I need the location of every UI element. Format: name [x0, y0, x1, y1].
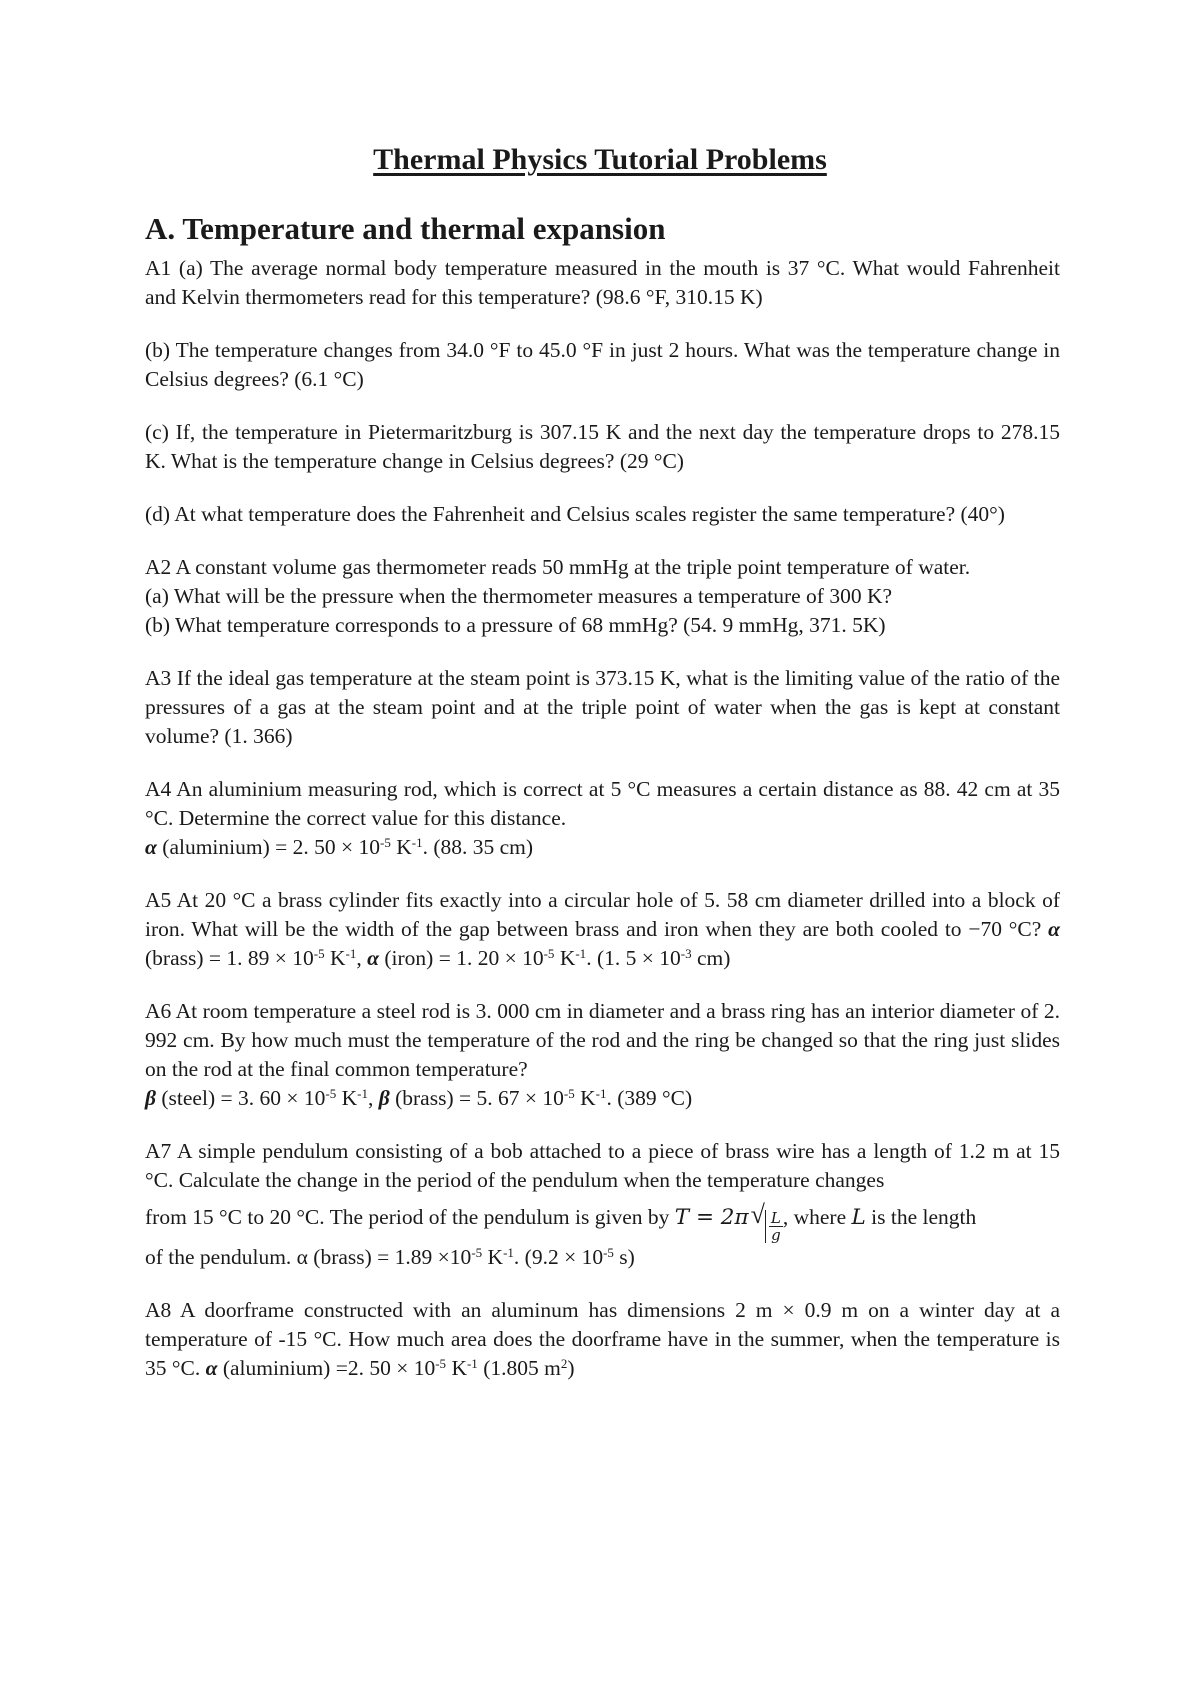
- page-title: Thermal Physics Tutorial Problems: [373, 143, 827, 176]
- a6-brass: (brass) = 5. 67 × 10: [389, 1086, 564, 1110]
- a6-k2: K: [574, 1086, 596, 1110]
- problem-a4-coefficient: [145, 833, 1060, 862]
- a8-text: A8 A doorframe constructed with an aluminum has dimensions 2 m × 0.9 m on a winter day at a temperature of -15 °C. How much area does the doorframe have in the summer, when the temperature is 35 °C.: [145, 1298, 1060, 1380]
- a7-exp-c: -5: [603, 1245, 614, 1260]
- length-symbol: L: [851, 1204, 866, 1230]
- a5-exp-a: -5: [313, 946, 325, 961]
- a7-where: , where: [782, 1204, 852, 1229]
- a7-answer-pre: . (9.2 × 10: [513, 1245, 604, 1269]
- a5-answer-pre: . (1. 5 × 10: [586, 946, 681, 970]
- a4-answer: . (88. 35 cm): [422, 835, 534, 859]
- radical-icon: √: [750, 1200, 765, 1229]
- beta-symbol: β: [378, 1086, 390, 1110]
- alpha-symbol: α: [1048, 917, 1060, 941]
- formula-eq: = 2π: [689, 1204, 749, 1230]
- a5-exp-d: -1: [575, 946, 587, 961]
- a6-exp-d: -1: [595, 1086, 607, 1101]
- a8-exp-a: -5: [435, 1356, 447, 1371]
- problem-a1d: (d) At what temperature does the Fahrenheit and Celsius scales register the same temperature? (40°): [145, 502, 1005, 526]
- a5-iron: (iron) = 1. 20 × 10: [379, 946, 544, 970]
- a6-steel: (steel) = 3. 60 × 10: [156, 1086, 326, 1110]
- a8-answer-pre: (1.805 m: [477, 1356, 561, 1380]
- section-heading: A. Temperature and thermal expansion: [145, 211, 666, 246]
- denominator: g: [771, 1226, 781, 1244]
- a7-exp-a: -5: [471, 1245, 483, 1260]
- a5-exp-b: -1: [345, 946, 357, 961]
- a5-exp-e: -3: [680, 946, 692, 961]
- alpha-symbol: α: [367, 946, 380, 970]
- a7-is: is the length: [865, 1204, 977, 1229]
- a6-answer: . (389 °C): [606, 1086, 693, 1110]
- a8-coef: (aluminium) =2. 50 × 10: [217, 1356, 436, 1380]
- numerator: L: [770, 1209, 781, 1227]
- problem-a1b: (b) The temperature changes from 34.0 °F to 45.0 °F in just 2 hours. What was the temperature change in Celsius degrees? (6.1 °C): [145, 338, 1060, 391]
- a8-k: K: [446, 1356, 467, 1380]
- a8-answer-post: ): [567, 1356, 575, 1380]
- a8-exp-b: -1: [466, 1356, 478, 1371]
- a8-exp-c: 2: [560, 1356, 568, 1371]
- problem-a6: [145, 997, 1060, 1113]
- problem-a6-text: A6 At room temperature a steel rod is 3. 000 cm in diameter and a brass ring has an interior diameter of 2. 992 cm. By how much must the temperature of the rod and the ring be changed so that the ring just slides on the rod at the final common temperature?: [145, 999, 1060, 1081]
- alpha-symbol: α: [145, 835, 157, 859]
- problem-a1a: A1 (a) The average normal body temperature measured in the mouth is 37 °C. What would Fahrenheit and Kelvin thermometers read for this temperature? (98.6 °F, 310.15 K): [145, 256, 1060, 309]
- a5-k1: K: [324, 946, 346, 970]
- a5-answer-post: cm): [691, 946, 731, 970]
- a4-exp1: -5: [380, 835, 391, 850]
- alpha-symbol: α: [205, 1356, 218, 1380]
- a5-sep: ,: [356, 946, 368, 970]
- problem-a6-coefficient: [145, 1084, 1060, 1113]
- a6-sep: ,: [367, 1086, 379, 1110]
- problem-list: [145, 254, 1060, 1383]
- fraction: [765, 1210, 783, 1243]
- a6-k1: K: [336, 1086, 358, 1110]
- a7-k: K: [482, 1245, 504, 1269]
- problem-a8: [145, 1296, 1060, 1383]
- a6-exp-b: -1: [357, 1086, 368, 1101]
- sqrt-fraction: [751, 1195, 783, 1243]
- problem-a7-last-line: [145, 1243, 1060, 1272]
- problem-a4-text: A4 An aluminium measuring rod, which is correct at 5 °C measures a certain distance as 88. 42 cm at 35 °C. Determine the correct value for this distance.: [145, 777, 1060, 830]
- a7-from: from 15 °C to 20 °C. The period of the pendulum is given by: [145, 1204, 675, 1229]
- problem-a2: [145, 553, 1060, 640]
- a6-exp-c: -5: [563, 1086, 575, 1101]
- a4-coef: (aluminium) = 2. 50 × 10: [156, 835, 381, 859]
- a5-exp-c: -5: [543, 946, 555, 961]
- a7-answer-post: s): [613, 1245, 635, 1269]
- a5-k2: K: [554, 946, 576, 970]
- problem-a3: A3 If the ideal gas temperature at the steam point is 373.15 K, what is the limiting value of the ratio of the pressures of a gas at the steam point and at the triple point of water when the gas is kept at constant volume? (1. 366): [145, 666, 1060, 748]
- a4-exp2: -1: [411, 835, 423, 850]
- period-symbol: T: [674, 1204, 690, 1230]
- problem-a7: [145, 1137, 1060, 1272]
- a7-exp-b: -1: [503, 1245, 514, 1260]
- problem-a2-intro: A2 A constant volume gas thermometer reads 50 mmHg at the triple point temperature of water.: [145, 555, 971, 579]
- problem-a1c: (c) If, the temperature in Pietermaritzburg is 307.15 K and the next day the temperature drops to 278.15 K. What is the temperature change in Celsius degrees? (29 °C): [145, 420, 1060, 473]
- problem-a2b: (b) What temperature corresponds to a pressure of 68 mmHg? (54. 9 mmHg, 371. 5K): [145, 613, 886, 637]
- a6-exp-a: -5: [325, 1086, 337, 1101]
- a4-unit: K: [390, 835, 412, 859]
- problem-a7-formula-line: [145, 1195, 1060, 1243]
- problem-a7-text: A7 A simple pendulum consisting of a bob attached to a piece of brass wire has a length of 1.2 m at 15 °C. Calculate the change in the period of the pendulum when the temperature changes: [145, 1139, 1060, 1192]
- problem-a5: [145, 886, 1060, 973]
- beta-symbol: β: [145, 1086, 157, 1110]
- a5-brass: (brass) = 1. 89 × 10: [145, 946, 314, 970]
- problem-a4: [145, 775, 1060, 862]
- problem-a2a: (a) What will be the pressure when the thermometer measures a temperature of 300 K?: [145, 584, 893, 608]
- a5-text: A5 At 20 °C a brass cylinder fits exactly into a circular hole of 5. 58 cm diameter drilled into a block of iron. What will be the width of the gap between brass and iron when they are both cooled to −70 °C?: [145, 888, 1060, 941]
- a7-last-pre: of the pendulum. α (brass) = 1.89 ×10: [145, 1245, 472, 1269]
